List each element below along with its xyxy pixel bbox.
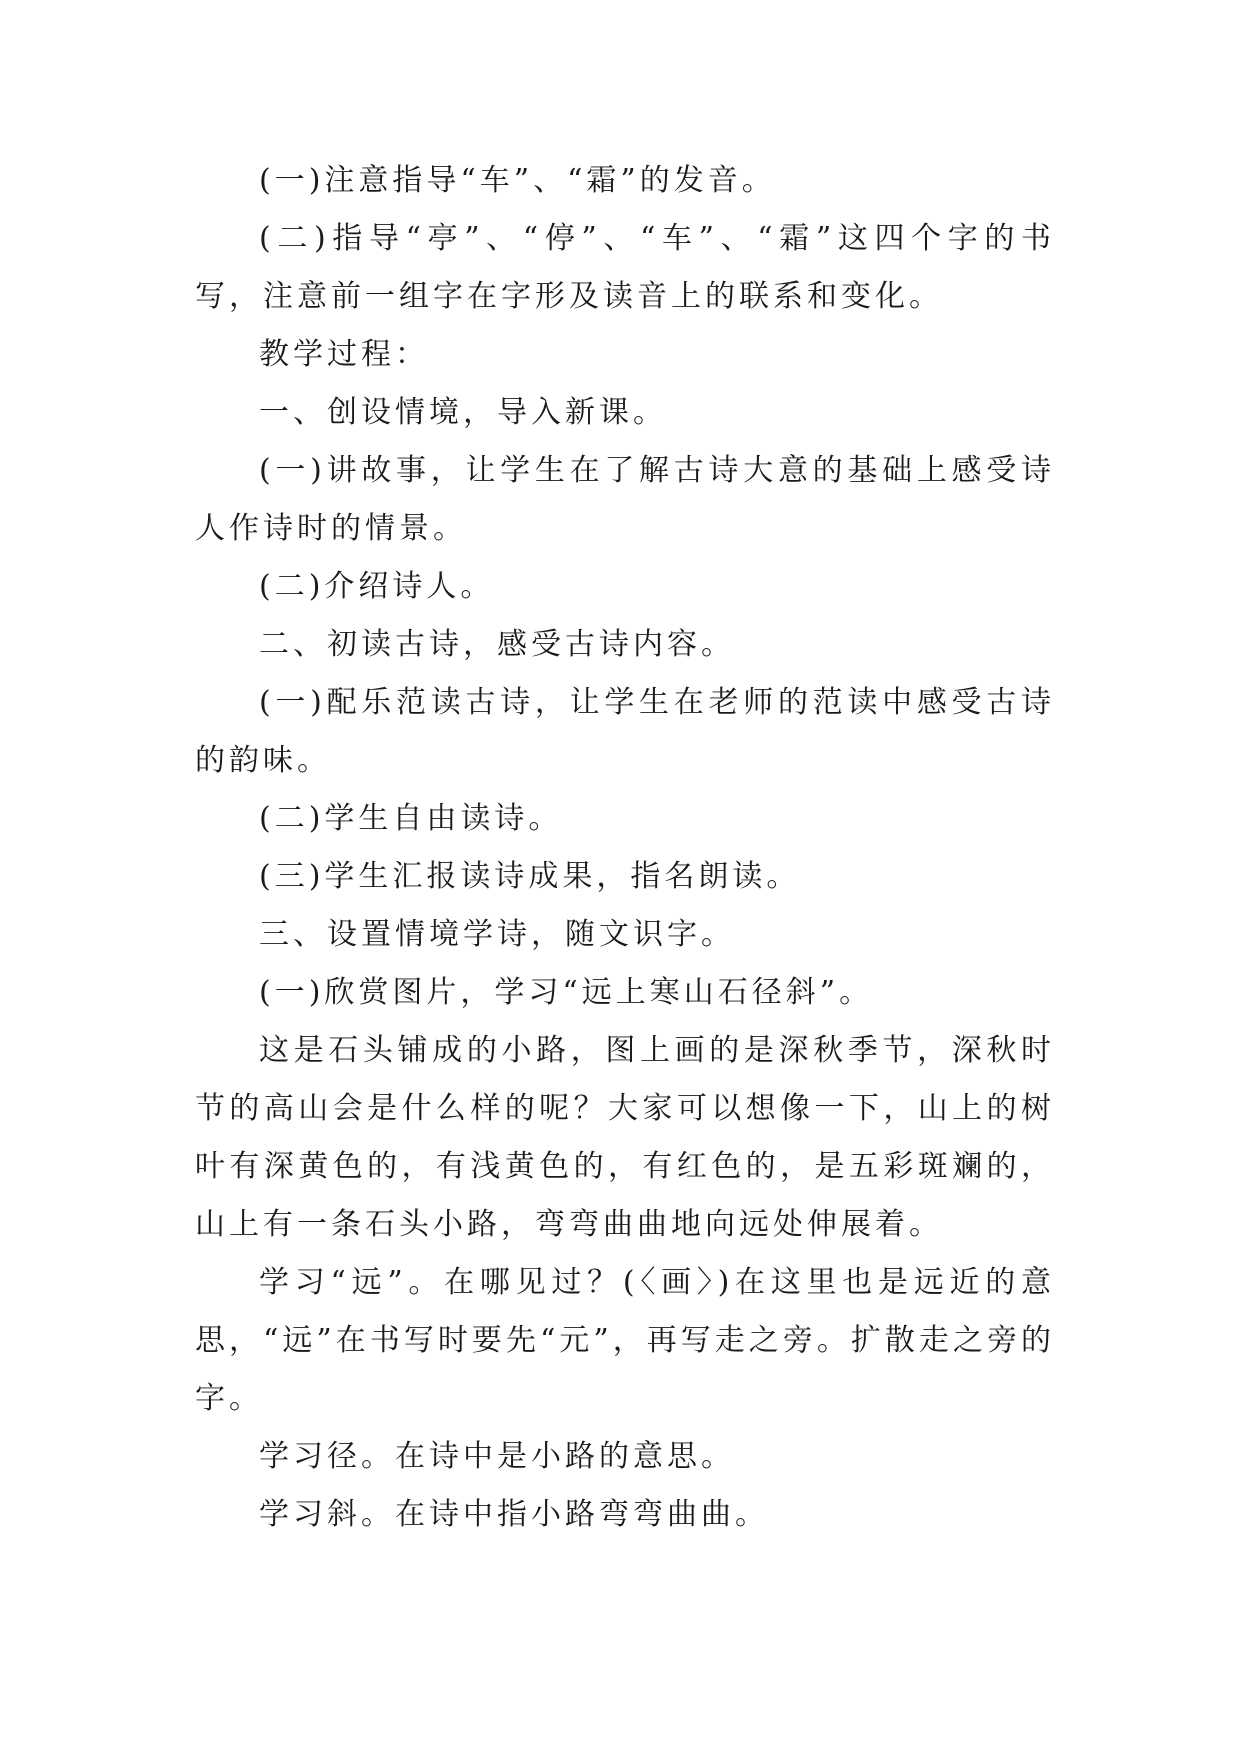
paragraph-introduce-poet: (二)介绍诗人。 — [259, 569, 495, 604]
paragraph-section-one-heading: 一、创设情境，导入新课。 — [259, 395, 667, 430]
paragraph-section-three-heading: 三、设置情境学诗，随文识字。 — [259, 917, 735, 952]
paragraph-writing-guide: (二)指导“亭”、“停”、“车”、“霜”这四个字的书写，注意前一组字在字形及读音上的联系和变化。 — [195, 221, 1055, 314]
document-body — [195, 152, 1055, 1544]
paragraph-learn-jing: 学习径。在诗中是小路的意思。 — [259, 1439, 735, 1474]
paragraph-appreciate-picture: (一)欣赏图片，学习“远上寒山石径斜”。 — [259, 975, 874, 1010]
paragraph-stone-path-description: 这是石头铺成的小路，图上画的是深秋季节，深秋时节的高山会是什么样的呢？大家可以想像一下，山上的树叶有深黄色的，有浅黄色的，有红色的，是五彩斑斓的，山上有一条石头小路，弯弯曲曲地向远处伸展着。 — [195, 1033, 1055, 1242]
paragraph-pronunciation-guide: (一)注意指导“车”、“霜”的发音。 — [259, 163, 776, 198]
paragraph-learn-yuan: 学习“远”。在哪见过？(〈画〉)在这里也是远近的意思，“远”在书写时要先“元”，再写走之旁。扩散走之旁的字。 — [195, 1265, 1055, 1416]
paragraph-learn-xie: 学习斜。在诗中指小路弯弯曲曲。 — [259, 1497, 769, 1532]
paragraph-report-reading: (三)学生汇报读诗成果，指名朗读。 — [259, 859, 801, 894]
paragraph-teaching-process-heading: 教学过程： — [259, 337, 429, 372]
paragraph-storytelling: (一)讲故事，让学生在了解古诗大意的基础上感受诗人作诗时的情景。 — [195, 453, 1055, 546]
paragraph-music-reading: (一)配乐范读古诗，让学生在老师的范读中感受古诗的韵味。 — [195, 685, 1055, 778]
paragraph-section-two-heading: 二、初读古诗，感受古诗内容。 — [259, 627, 735, 662]
paragraph-free-reading: (二)学生自由读诗。 — [259, 801, 563, 836]
